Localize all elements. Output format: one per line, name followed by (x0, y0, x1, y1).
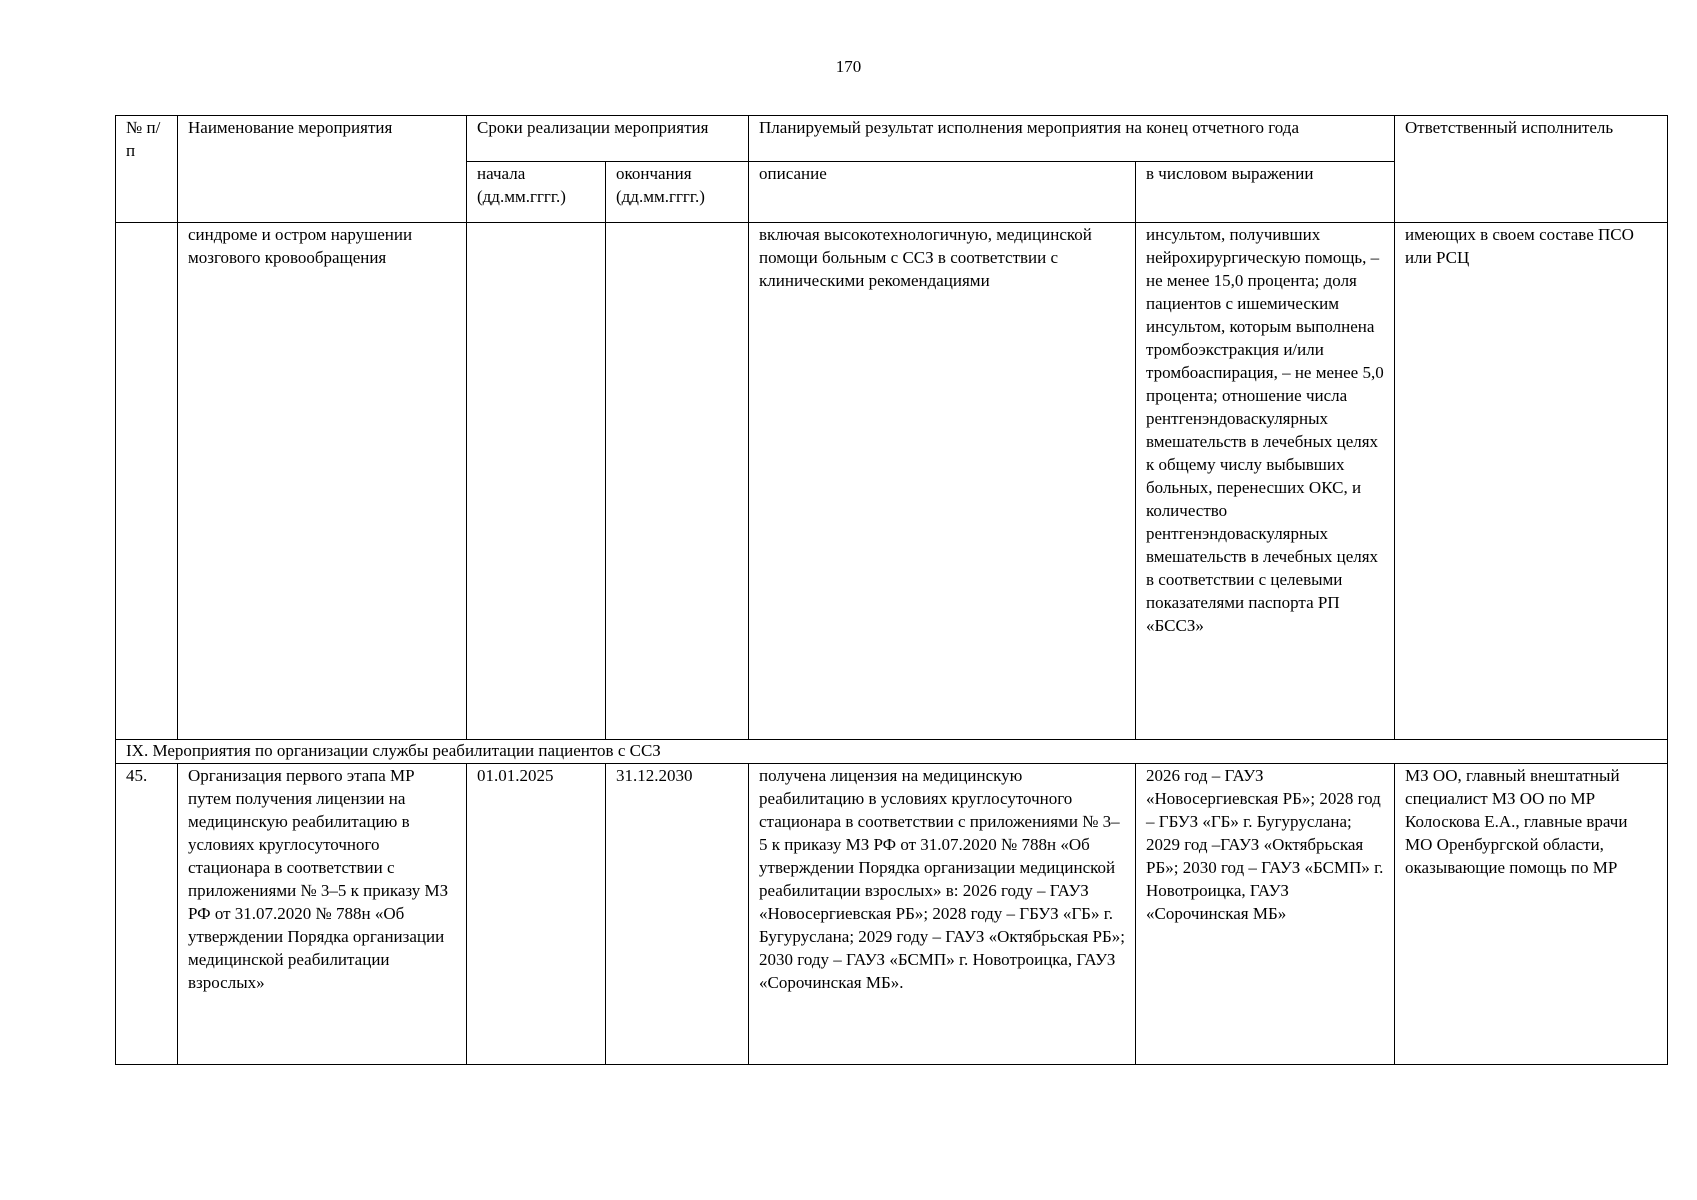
header-start: начала (дд.мм.гггг.) (467, 162, 606, 223)
cell-numeric: 2026 год – ГАУЗ «Новосергиевская РБ»; 2028 год – ГБУЗ «ГБ» г. Бугуруслана; 2029 год –ГАУЗ «Октябрьская РБ»; 2030 год – ГАУЗ «БСМП» г. Новотроицка, ГАУЗ «Сорочинская МБ» (1136, 764, 1395, 1065)
cell-responsible: МЗ ОО, главный внештатный специалист МЗ ОО по МР Колоскова Е.А., главные врачи МО Оренбургской области, оказывающие помощь по МР (1395, 764, 1668, 1065)
header-result: Планируемый результат исполнения мероприятия на конец отчетного года (749, 116, 1395, 162)
section-title: IX. Мероприятия по организации службы реабилитации пациентов с ССЗ (116, 740, 1668, 764)
cell-end: 31.12.2030 (606, 764, 749, 1065)
table-row (116, 764, 1668, 1065)
cell-start: 01.01.2025 (467, 764, 606, 1065)
cell-num: 45. (116, 764, 178, 1065)
cell-description: включая высокотехнологичную, медицинской помощи больным с ССЗ в соответствии с клиническими рекомендациями (749, 223, 1136, 740)
header-terms: Сроки реализации мероприятия (467, 116, 749, 162)
header-description: описание (749, 162, 1136, 223)
header-row-1 (116, 116, 1668, 162)
cell-end (606, 223, 749, 740)
cell-numeric: инсультом, получивших нейрохирургическую помощь, – не менее 15,0 процента; доля пациентов с ишемическим инсультом, которым выполнена тромбоэкстракция и/или тромбоаспирация, – не менее 5,0 процента; отношение числа рентгенэндоваскулярных вмешательств в лечебных целях к общему числу выбывших больных, перенесших ОКС, и количество рентгенэндоваскулярных вмешательств в лечебных целях в соответствии с целевыми показателями паспорта РП «БССЗ» (1136, 223, 1395, 740)
header-name: Наименование мероприятия (178, 116, 467, 223)
cell-responsible: имеющих в своем составе ПСО или РСЦ (1395, 223, 1668, 740)
header-end: окончания (дд.мм.гггг.) (606, 162, 749, 223)
cell-name: Организация первого этапа МР путем получения лицензии на медицинскую реабилитацию в условиях круглосуточного стационара в соответствии с приложениями № 3–5 к приказу МЗ РФ от 31.07.2020 № 788н «Об утверждении Порядка организации медицинской реабилитации взрослых» (178, 764, 467, 1065)
page-number: 170 (835, 57, 862, 76)
cell-start (467, 223, 606, 740)
section-row (116, 740, 1668, 764)
cell-description: получена лицензия на медицинскую реабилитацию в условиях круглосуточного стационара в соответствии с приложениями № 3–5 к приказу МЗ РФ от 31.07.2020 № 788н «Об утверждении Порядка организации медицинской реабилитации взрослых» в: 2026 году – ГАУЗ «Новосергиевская РБ»; 2028 году – ГБУЗ «ГБ» г. Бугуруслана; 2029 году – ГАУЗ «Октябрьская РБ»; 2030 году – ГАУЗ «БСМП» г. Новотроицка, ГАУЗ «Сорочинская МБ». (749, 764, 1136, 1065)
table-row (116, 223, 1668, 740)
cell-num (116, 223, 178, 740)
cell-name: синдроме и остром нарушении мозгового кровообращения (178, 223, 467, 740)
header-numeric: в числовом выражении (1136, 162, 1395, 223)
header-num: № п/п (116, 116, 178, 223)
measures-table (115, 115, 1668, 1065)
header-responsible: Ответственный исполнитель (1395, 116, 1668, 223)
